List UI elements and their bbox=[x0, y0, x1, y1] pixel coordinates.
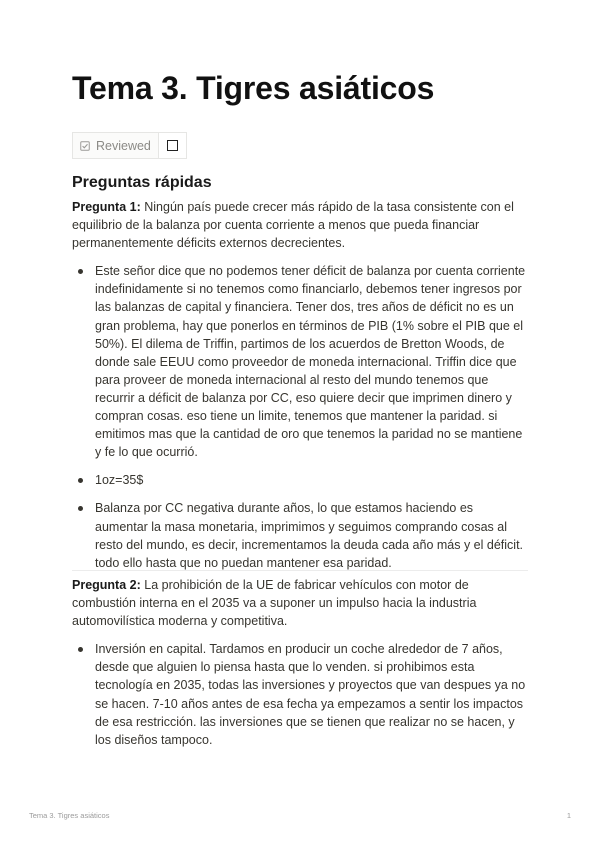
footer-title: Tema 3. Tigres asiáticos bbox=[29, 811, 110, 820]
question-1-label: Pregunta 1: bbox=[72, 200, 141, 214]
page-title: Tema 3. Tigres asiáticos bbox=[72, 70, 435, 106]
question-2-block bbox=[72, 576, 528, 749]
reviewed-label-text: Reviewed bbox=[96, 138, 151, 153]
question-1-text: Ningún país puede crecer más rápido de la tasa consistente con el equilibrio de la balanza por cuenta corriente a menos que pueda financiar permanentemente déficits externos decrecientes. bbox=[72, 200, 514, 251]
question-2-bullets bbox=[72, 640, 528, 749]
question-2-paragraph bbox=[72, 576, 528, 630]
question-1-block bbox=[72, 198, 528, 572]
list-item: Este señor dice que no podemos tener déficit de balanza por cuenta corriente indefinidamente si no tenemos como financiarlo, debemos tener ingresos por las balanzas de capital y financiera. Tener dos, tres años de déficit no es un gran problema, hay que ponerlos en términos de PIB (1% sobre el PIB que el 50%). El dilema de Triffin, partimos de los acuerdos de Bretton Woods, de donde sale EEUU como proveedor de moneda internacional. Triffin dice que para proveer de moneda internacional al resto del mundo tenemos que recurrir a déficit de balanza por CC, eso quiere decir que imprimen dinero y compran cosas. eso tiene un limite, tenemos que mantener la paridad. si emitimos mas que la cantidad de oro que tenemos la paridad no se mantiene y fe lo que ocurrió. bbox=[72, 262, 528, 461]
reviewed-value bbox=[159, 133, 186, 158]
question-2-text: La prohibición de la UE de fabricar vehículos con motor de combustión interna en el 2035 va a suponer un impulso hacia la industria automovilística moderna y competitiva. bbox=[72, 578, 477, 629]
list-item: Inversión en capital. Tardamos en producir un coche alrededor de 7 años, desde que alguien lo piensa hasta que lo venden. si prohibimos esta tecnología en 2035, todas las inversiones y proyectos que van despues ya no se hacen. 7-10 años antes de esa fecha ya empezamos a sentir los impactos de esa restricción. las inversiones que se tienen que realizar no se hacen, y los diseños tampoco. bbox=[72, 640, 528, 749]
reviewed-property bbox=[72, 132, 187, 159]
list-item: Balanza por CC negativa durante años, lo que estamos haciendo es aumentar la masa monetaria, imprimimos y seguimos comprando cosas al resto del mundo, es decir, incrementamos la deuda cada año más y el déficit. todo ello hasta que no puedan mantener esa paridad. bbox=[72, 499, 528, 571]
checkbox-property-icon bbox=[80, 141, 90, 151]
section-heading: Preguntas rápidas bbox=[72, 174, 212, 191]
footer-page-number: 1 bbox=[566, 811, 571, 820]
question-1-paragraph bbox=[72, 198, 528, 252]
reviewed-checkbox[interactable] bbox=[167, 140, 178, 151]
divider bbox=[72, 570, 528, 571]
reviewed-property-label bbox=[73, 133, 159, 158]
list-item: 1oz=35$ bbox=[72, 471, 528, 489]
question-1-bullets bbox=[72, 262, 528, 572]
question-2-label: Pregunta 2: bbox=[72, 578, 141, 592]
